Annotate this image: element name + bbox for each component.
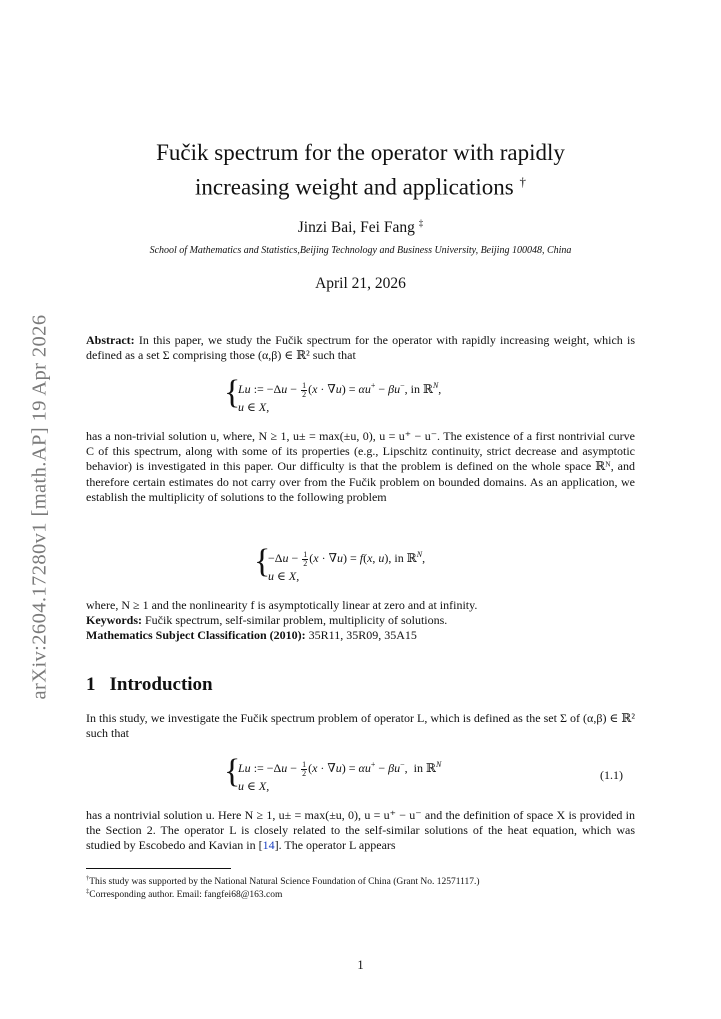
footnote-rule: [86, 868, 231, 869]
intro-paragraph-2: [86, 808, 635, 854]
footnote-mark: †: [86, 875, 90, 882]
paper-title: [0, 138, 721, 202]
equation-brace: {: [224, 374, 241, 411]
intro-paragraph-2-text: has a nontrivial solution u. Here N ≥ 1, u± = max(±u, 0), u = u⁺ − u⁻ and the definition of space X is provided in the Section 2. The operator L is closely related to the self-similar solutions of the heat equation, which was studied by Escobedo and Kavian in [: [86, 808, 635, 853]
equation-brace: {: [224, 753, 241, 790]
title-footnote-mark: †: [519, 174, 526, 189]
equation-line-1: Lu := −Δu − $\frac{1}{2}$ (x · ∇u) = αu+ − βu−, in ℝ$^N$: [238, 759, 442, 778]
footnote-text: This study was supported by the National Natural Science Foundation of China (Grant No. 12571117.): [89, 877, 480, 888]
section-heading: [86, 674, 213, 696]
msc-codes: 35R11, 35R09, 35A15: [308, 628, 417, 642]
abstract-intro-text: In this paper, we study the Fučik spectrum for the operator with rapidly increasing weight, which is defined as a set Σ comprising those (α,β) ∈ ℝ² such that: [86, 333, 635, 363]
keywords: [86, 613, 635, 628]
equation-line-1: Lu := −Δu − $\frac{1}{2}$ (x · ∇u) = αu+ − βu−, in ℝ$^N$,: [238, 380, 442, 399]
keywords-label: Keywords:: [86, 613, 142, 627]
title-line-1: Fučik spectrum for the operator with rapidly: [156, 140, 565, 165]
equation-line-2: u ∈ X,: [268, 568, 300, 583]
citation-link[interactable]: 14: [262, 838, 275, 853]
footnote-correspondence: [86, 886, 282, 902]
arxiv-sidebar: [20, 282, 60, 732]
authors: [0, 218, 721, 237]
section-number: 1: [86, 674, 96, 695]
footnote-text: Corresponding author. Email: fangfei68@163.com: [89, 890, 283, 901]
equation-1-1: [224, 755, 524, 793]
date: April 21, 2026: [315, 275, 406, 292]
abstract-equation-2: [254, 545, 514, 583]
intro-paragraph-2-end: ]. The operator L appears: [274, 838, 396, 853]
intro-paragraph-1: In this study, we investigate the Fučik spectrum problem of operator L, which is defined as the set Σ of (α,β) ∈ ℝ² such that: [86, 711, 635, 741]
equation-number: (1.1): [600, 768, 623, 782]
title-line-2: increasing weight and applications: [195, 174, 514, 200]
author-footnote-mark: ‡: [418, 218, 424, 228]
abstract-after-equation: where, N ≥ 1 and the nonlinearity f is asymptotically linear at zero and at infinity.: [86, 598, 478, 612]
keywords-text: Fučik spectrum, self-similar problem, multiplicity of solutions.: [145, 613, 448, 627]
author-names: Jinzi Bai, Fei Fang: [297, 219, 415, 237]
equation-line-2: u ∈ X,: [238, 778, 270, 793]
abstract-intro: [86, 333, 635, 363]
msc: [86, 628, 635, 643]
equation-line-2: u ∈ X,: [238, 399, 270, 414]
section-title: Introduction: [109, 674, 213, 695]
abstract-body: has a non-trivial solution u, where, N ≥ 1, u± = max(±u, 0), u = u⁺ − u⁻. The existence of a first nontrivial curve C of this spectrum, along with some of its properties (e.g., Lipschitz continuity, strict decrease and asymptotic behavior) is investigated in this paper. Our difficulty is that the problem is defined on the whole space ℝᴺ, and therefore certain estimates do not carry over from the Fučik problem on bounded domains. As an application, we establish the multiplicity of solutions to the following problem: [86, 429, 635, 504]
equation-line-1: −Δu − $\frac{1}{2}$ (x · ∇u) = f(x, u), in ℝ$^N$,: [268, 549, 426, 568]
arxiv-identifier: arXiv:2604.17280v1 [math.AP] 19 Apr 2026: [28, 314, 51, 700]
msc-label: Mathematics Subject Classification (2010):: [86, 628, 306, 642]
abstract-label: Abstract:: [86, 333, 135, 347]
abstract-equation-1: [224, 376, 544, 414]
affiliation: School of Mathematics and Statistics,Beijing Technology and Business University, Beijing 100048, China: [149, 245, 572, 256]
page-number: 1: [357, 958, 364, 972]
equation-brace: {: [254, 543, 271, 580]
footnote-mark: ‡: [86, 888, 90, 895]
